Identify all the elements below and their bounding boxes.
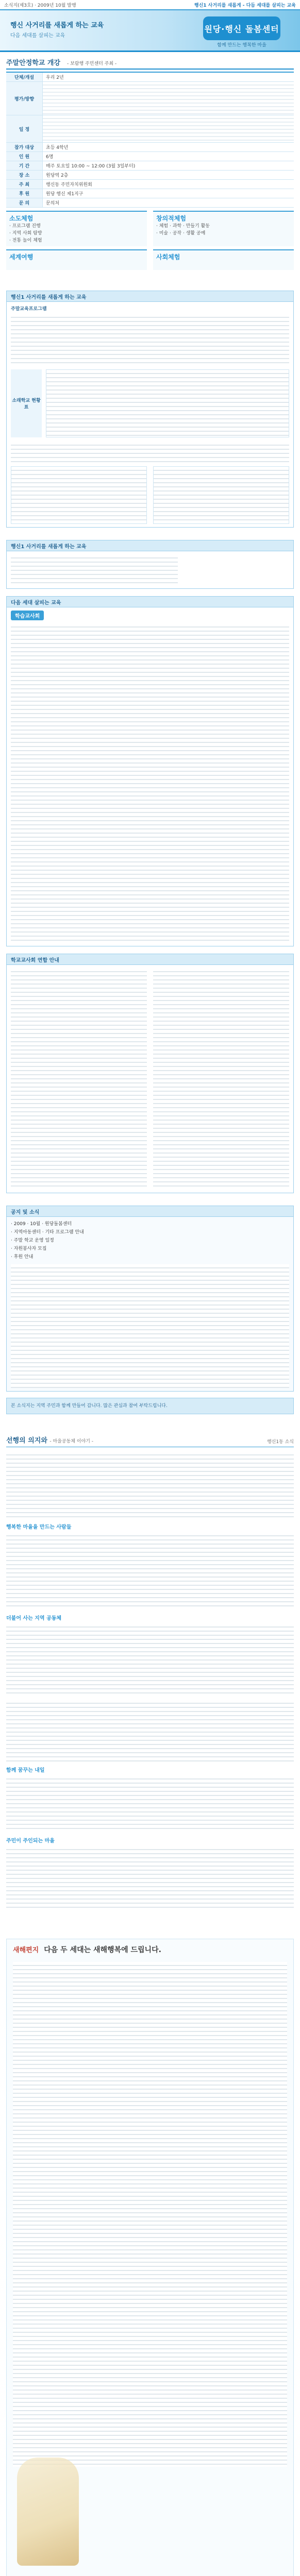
info-value-text [43, 82, 294, 115]
stats-table-right [153, 466, 289, 524]
article-paragraph [6, 1766, 294, 1832]
info-row [6, 82, 294, 115]
panel-title: 행신1 사거리를 새롭게 하는 교육 [7, 291, 293, 302]
info-label: 문 의 [6, 198, 43, 207]
paragraph-text [6, 1451, 294, 1518]
panel-subtitle: 주말교육프로그램 [11, 307, 47, 312]
panel-body [7, 607, 293, 946]
info-label: 참가 대상 [6, 143, 43, 151]
center-logo: 원당·행신 돌봄센터 [203, 16, 280, 40]
letter-text [13, 1962, 287, 2467]
paragraph-text [6, 1846, 294, 1908]
issue-info: 소식지(제3호) · 2009년 10월 발행 [4, 3, 76, 8]
program-box-right-2 [153, 249, 294, 270]
paragraph-heading: 더불어 사는 지역 공동체 [6, 1616, 62, 1621]
info-value: 6명 [46, 155, 54, 160]
box-line: · 체험 · 과학 · 만들기 활동 [156, 224, 210, 229]
info-row [6, 171, 294, 180]
box-line: · 지역 사회 탐방 [9, 231, 42, 236]
notice-item: · 주말 학교 운영 일정 [11, 1238, 54, 1243]
panel-body [7, 965, 293, 1193]
article-paragraph [6, 1451, 294, 1518]
article-header [6, 1435, 294, 1447]
section-title: 주말안정학교 개강 [6, 59, 60, 67]
hero-title: 행신 사거리를 새롭게 하는 교육 [10, 22, 104, 29]
program-boxes-2 [6, 249, 294, 270]
hero-subtitle: 다음 세대를 살피는 교육 [10, 33, 65, 39]
panel-body [7, 302, 293, 527]
paragraph-text [6, 1700, 294, 1761]
top-line [0, 0, 300, 10]
letter-label: 새해편지 [13, 1946, 39, 1954]
notice-panel [6, 1206, 294, 1392]
panel-body [7, 1217, 293, 1391]
notice-item: · 2009 · 10월 · 원당돌봄센터 [11, 1222, 72, 1227]
education-panel-1 [6, 291, 294, 528]
info-label: 평가/방향 [6, 82, 43, 115]
info-value: 문의처 [46, 201, 60, 206]
notice-text-block [11, 1264, 289, 1388]
info-value: 원당 행신 제1지구 [46, 192, 84, 197]
panel-column-left [11, 968, 147, 1190]
panel-column-right [153, 968, 289, 1190]
letter-title: 다음 두 세대는 새해행복에 드립니다. [44, 1946, 161, 1954]
info-row [6, 189, 294, 198]
info-row [6, 180, 294, 189]
panel-title: 다음 세대 살피는 교육 [7, 597, 293, 607]
info-label: 단체/개설 [6, 73, 43, 81]
box-title: 창의적체험 [156, 215, 186, 222]
box-line: · 프로그램 진행 [9, 224, 41, 229]
panel-title: 행신1 사거리를 새롭게 하는 교육 [7, 540, 293, 551]
decorative-illustration [17, 2458, 79, 2566]
box-line: · 미술 · 공작 · 생활 공예 [156, 231, 206, 236]
paragraph-text [6, 1623, 294, 1696]
notice-item: · 자원봉사자 모집 [11, 1246, 47, 1251]
box-title: 소도체험 [9, 215, 34, 222]
article-paragraph [6, 1614, 294, 1696]
article-title [6, 1435, 93, 1445]
info-row [6, 161, 294, 171]
panel-title: 공지 및 소식 [7, 1206, 293, 1217]
info-label: 일 정 [6, 115, 43, 142]
box-line: · 전통 놀이 체험 [9, 238, 42, 243]
info-label: 기 간 [6, 161, 43, 170]
status-table [46, 369, 289, 437]
program-box-left [6, 211, 147, 246]
info-value-text [43, 115, 294, 142]
program-info-table [6, 72, 294, 208]
section-header-program [6, 57, 294, 70]
info-row [6, 152, 294, 161]
info-row [6, 198, 294, 208]
article-paragraph [6, 1522, 294, 1609]
education-panel-3 [6, 596, 294, 946]
program-boxes [6, 211, 294, 246]
education-panel-4 [6, 954, 294, 1193]
panel-notes [11, 442, 289, 462]
info-row [6, 143, 294, 152]
panel-text-block [11, 623, 289, 943]
stats-table-left [11, 466, 147, 524]
panel-body [7, 551, 293, 588]
notice-item: · 후원 안내 [11, 1255, 34, 1260]
panel-title: 학교교사회 연합 안내 [7, 954, 293, 965]
box-title: 세계여행 [9, 253, 34, 261]
info-label: 후 원 [6, 189, 43, 198]
stats-tables [11, 466, 289, 524]
panel-pill: 학습교사회 [11, 611, 44, 620]
info-value: 우리 2년 [46, 75, 64, 80]
panel-text-block [11, 314, 289, 365]
table-side-label: 소래학교 현황표 [11, 369, 42, 437]
article-title-small: - 마을공동체 이야기 - [49, 1439, 94, 1444]
article-right-label: 행신1동 소식 [266, 1439, 294, 1445]
masthead-banner [0, 10, 300, 52]
new-year-letter [6, 1939, 294, 2576]
header-slogan: 행신1 사거리를 새롭게 - 다듬 세대를 살피는 교육 [194, 3, 296, 8]
program-box-left-2 [6, 249, 147, 270]
info-value: 원당역 2층 [46, 173, 69, 178]
paragraph-heading: 주민이 주인되는 마을 [6, 1838, 55, 1844]
notice-box: 본 소식지는 지역 주민과 함께 만들어 갑니다. 많은 관심과 참여 부탁드립니다. [6, 1398, 294, 1414]
paragraph-heading: 함께 꿈꾸는 내일 [6, 1768, 45, 1773]
article-paragraph [6, 1700, 294, 1761]
info-label: 인 원 [6, 152, 43, 161]
info-value: 행신동 주민자치위원회 [46, 182, 92, 188]
article-paragraph [6, 1836, 294, 1908]
section-note: - 보람행 주민센터 주최 - [67, 61, 117, 66]
notice-item: · 지역아동센터 · 기타 프로그램 안내 [11, 1230, 84, 1235]
panel-text-block [11, 554, 178, 585]
program-box-right [153, 211, 294, 246]
table-area [11, 369, 289, 437]
info-label: 장 소 [6, 171, 43, 179]
info-row [6, 73, 294, 82]
logo-subtitle: 함께 만드는 행복한 마을 [217, 43, 266, 48]
article-title-text: 선행의 의지와 [6, 1437, 47, 1445]
info-row [6, 115, 294, 143]
info-value: 초등 4학년 [46, 145, 69, 150]
box-title: 사회체험 [156, 253, 180, 261]
paragraph-text [6, 1775, 294, 1832]
paragraph-heading: 행복한 마을을 만드는 사람들 [6, 1524, 72, 1530]
info-label: 주 최 [6, 180, 43, 189]
info-value: 매주 토요일 10:00 ~ 12:00 (3월 3일부터) [46, 164, 136, 169]
education-panel-2 [6, 540, 294, 589]
letter-header [7, 1939, 293, 1955]
paragraph-text [6, 1532, 294, 1609]
